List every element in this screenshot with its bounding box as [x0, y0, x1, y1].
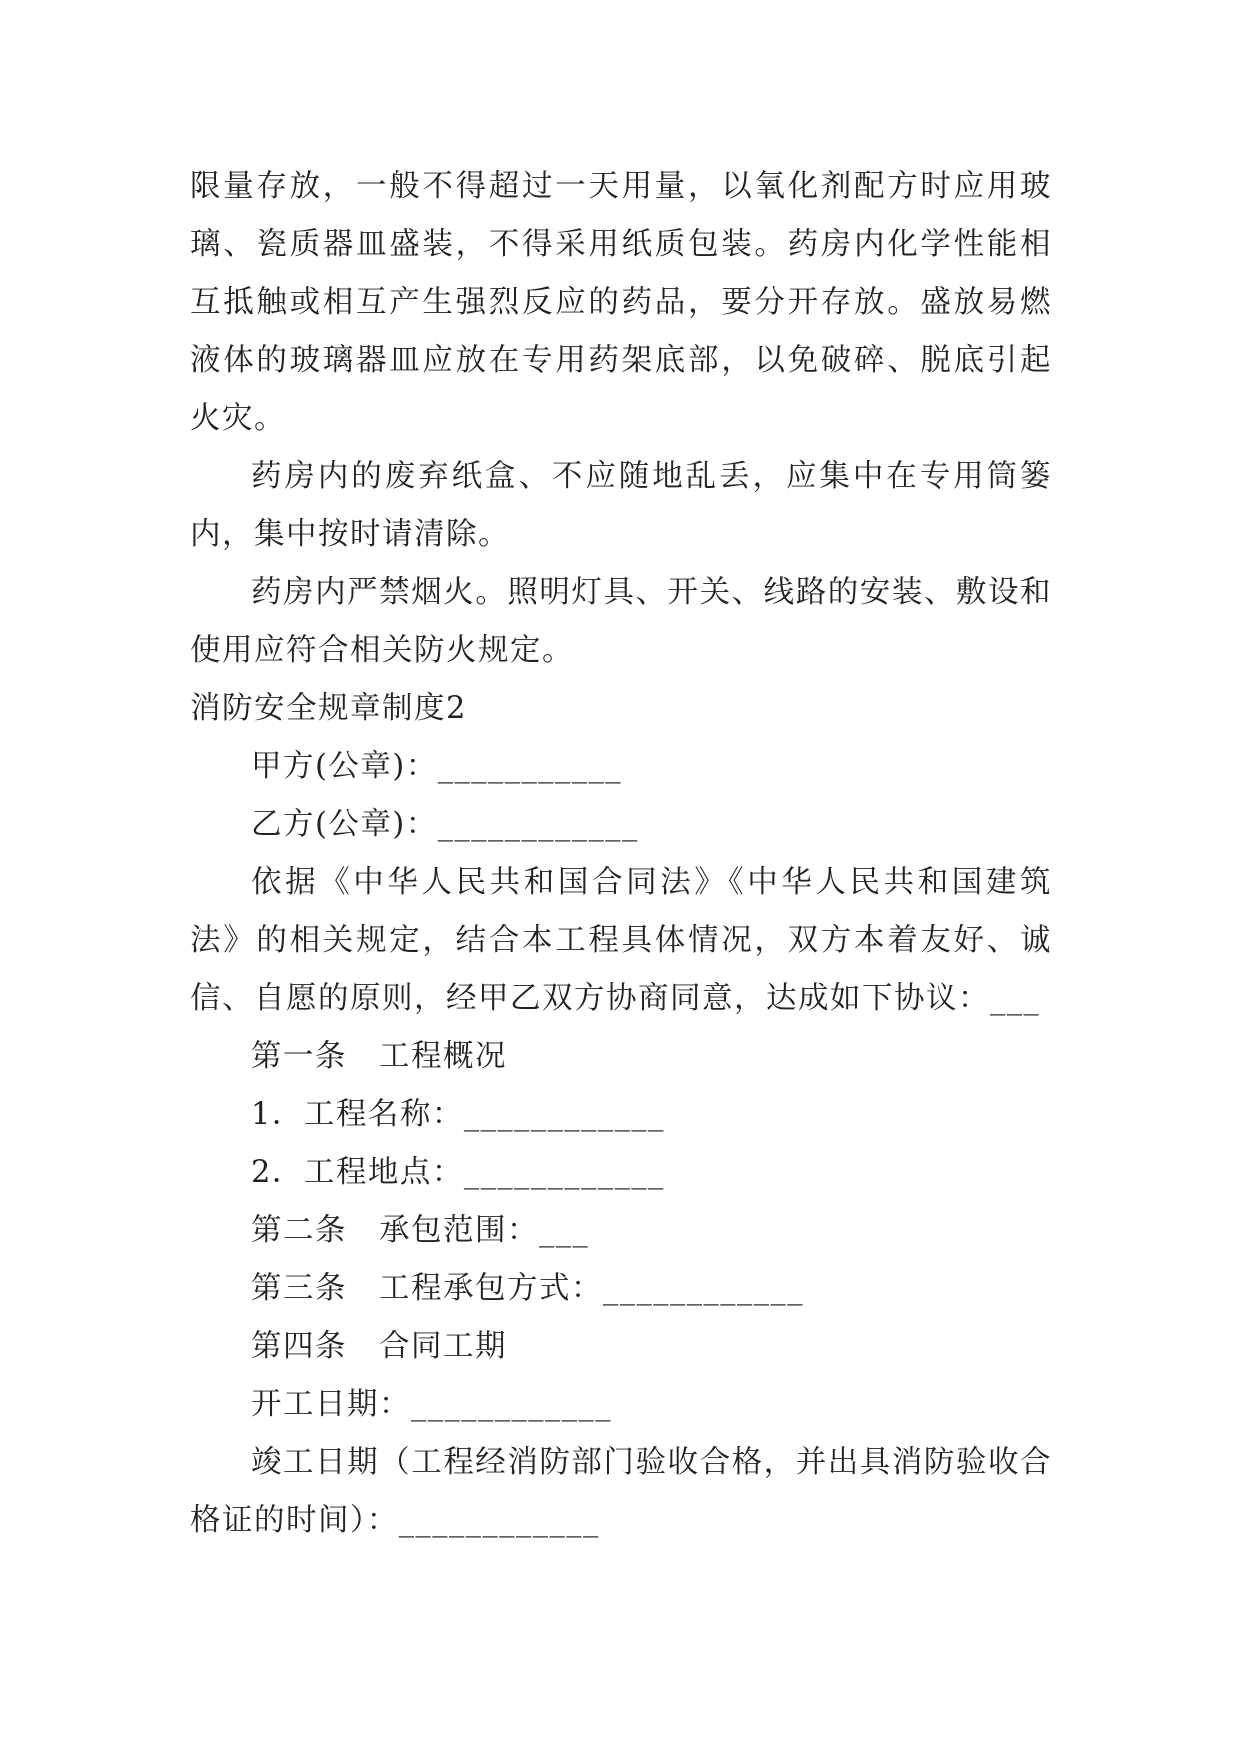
- article-4-heading: 第四条 合同工期: [251, 1329, 507, 1364]
- project-location-line: 2．工程地点：____________: [251, 1155, 665, 1190]
- document-body: [190, 158, 1052, 1550]
- paragraph-no-fire: 药房内严禁烟火。照明灯具、开关、线路的安装、敷设和使用应符合相关防火规定。: [190, 575, 1052, 668]
- article-1-heading: 第一条 工程概况: [251, 1039, 507, 1074]
- start-date-line: 开工日期：____________: [251, 1387, 612, 1422]
- article-2-line: 第二条 承包范围：___: [251, 1213, 590, 1248]
- completion-date-line: 竣工日期（工程经消防部门验收合格，并出具消防验收合格证的时间）：____________: [190, 1445, 1052, 1538]
- party-a-line: 甲方(公章)：___________: [251, 749, 623, 784]
- article-3-line: 第三条 工程承包方式：____________: [251, 1271, 804, 1306]
- section-title: 消防安全规章制度2: [190, 691, 467, 726]
- party-b-line: 乙方(公章)：____________: [251, 807, 639, 842]
- paragraph-waste-boxes: 药房内的废弃纸盒、不应随地乱丢，应集中在专用筒篓内，集中按时请清除。: [190, 459, 1052, 552]
- paragraph-legal-basis: 依据《中华人民共和国合同法》《中华人民共和国建筑法》的相关规定，结合本工程具体情况，双方本着友好、诚信、自愿的原则，经甲乙双方协商同意，达成如下协议：___: [190, 865, 1052, 1016]
- paragraph-storage-rules: 限量存放，一般不得超过一天用量，以氧化剂配方时应用玻璃、瓷质器皿盛装，不得采用纸质包装。药房内化学性能相互抵触或相互产生强烈反应的药品，要分开存放。盛放易燃液体的玻璃器皿应放在专用药架底部，以免破碎、脱底引起火灾。: [190, 169, 1052, 436]
- project-name-line: 1．工程名称：____________: [251, 1097, 665, 1132]
